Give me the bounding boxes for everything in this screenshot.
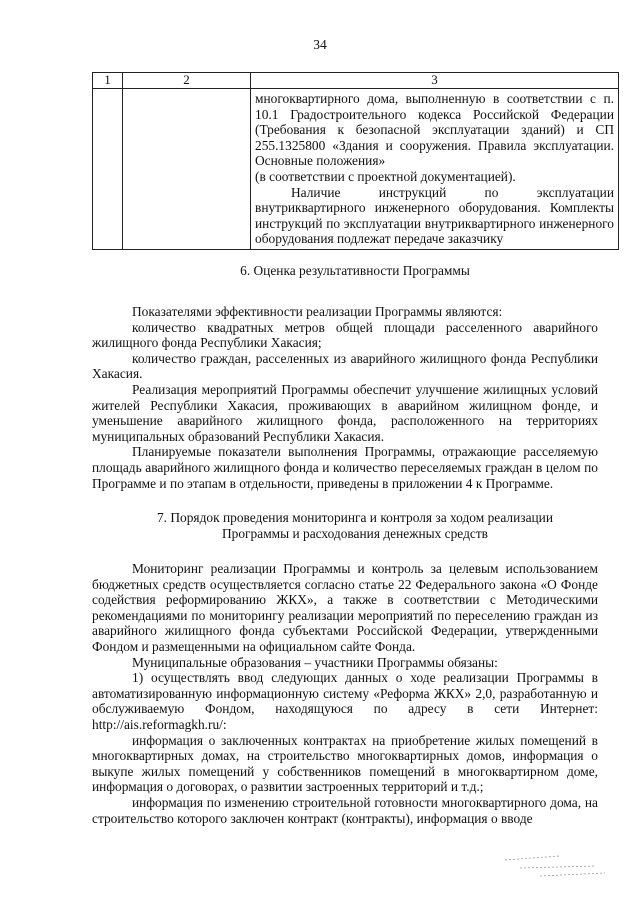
paragraph: количество квадратных метров общей площади расселенного аварийного жилищного фонда Республики Хакасия; bbox=[92, 319, 598, 351]
page-number: 34 bbox=[313, 37, 327, 52]
section-7-title-line2: Программы и расходования денежных средств bbox=[222, 525, 488, 541]
table-header-cell: 1 bbox=[93, 73, 123, 89]
table-header-cell: 2 bbox=[123, 73, 251, 89]
paragraph: Планируемые показатели выполнения Программы, отражающие расселяемую площадь аварийного жилищного фонда и количество переселяемых граждан в целом по Программе и по этапам в отдельности, приведены в приложении 4 к Программе. bbox=[92, 444, 598, 491]
paragraph: Показателями эффективности реализации Программы являются: bbox=[132, 304, 503, 319]
table-cell-empty bbox=[93, 89, 123, 250]
paragraph: количество граждан, расселенных из аварийного жилищного фонда Республики Хакасия. bbox=[92, 350, 598, 382]
cell-paragraph: (в соответствии с проектной документацией). bbox=[255, 168, 516, 184]
paragraph: Муниципальные образования – участники Программы обязаны: bbox=[132, 654, 498, 670]
section-7-body bbox=[92, 561, 598, 826]
paragraph: 1) осуществлять ввод следующих данных о ходе реализации Программы в автоматизированную информационную систему «Реформа ЖКХ» 2,0, разработанную и обслуживаемую Фондом, находящуюся по адресу в сети Интернет: http://ais.reformagkh.ru/: bbox=[92, 670, 598, 732]
table-header-row bbox=[93, 73, 619, 89]
table-header-cell: 3 bbox=[251, 73, 619, 89]
section-7-title bbox=[92, 510, 618, 541]
table-row bbox=[93, 89, 619, 250]
table-cell-empty bbox=[123, 89, 251, 250]
cell-paragraph: Наличие инструкций по эксплуатации внутриквартирного инженерного оборудования. Комплекты инструкций по эксплуатации внутриквартирного инженерного оборудования подлежат передаче заказчику bbox=[255, 184, 614, 247]
section-7-title-line1: 7. Порядок проведения мониторинга и контроля за ходом реализации bbox=[156, 510, 554, 525]
section-6-body bbox=[92, 304, 598, 491]
paragraph: информация по изменению строительной готовности многоквартирного дома, на строительство которого заключен контракт (контракты), информация о вводе bbox=[92, 794, 598, 826]
continued-table bbox=[92, 72, 619, 250]
paragraph: Реализация мероприятий Программы обеспечит улучшение жилищных условий жителей Республики Хакасия, проживающих в аварийном жилищном фонде, и уменьшение аварийного жилищного фонда, расположенного на территориях муниципальных образований Республики Хакасия. bbox=[92, 381, 598, 444]
paragraph: информация о заключенных контрактах на приобретение жилых помещений в многоквартирных домах, на строительство многоквартирных домов, информация о выкупе жилых помещений у собственников помещений в многоквартирном доме, информация о договорах, о развитии застроенных территорий и т.д.; bbox=[92, 732, 598, 795]
table-cell-content bbox=[251, 89, 619, 250]
section-6-title: 6. Оценка результативности Программы bbox=[240, 263, 470, 278]
cell-paragraph: многоквартирного дома, выполненную в соответствии с п. 10.1 Градостроительного кодекса Российской Федерации (Требования к безопасной эксплуатации зданий) и СП 255.1325800 «Здания и сооружения. Правила эксплуатации. Основные положения» bbox=[255, 91, 614, 169]
faint-stamp-marks bbox=[500, 846, 610, 886]
paragraph: Мониторинг реализации Программы и контроль за целевым использованием бюджетных средств осуществляется согласно статье 22 Федерального закона «О Фонде содействия реформированию ЖКХ», а также в соответствии с Методическими рекомендациями по мониторингу реализации мероприятий по переселению граждан из аварийного жилищного фонда субъектами Российской Федерации, утвержденными Фондом и размещенными на официальном сайте Фонда. bbox=[92, 561, 598, 654]
